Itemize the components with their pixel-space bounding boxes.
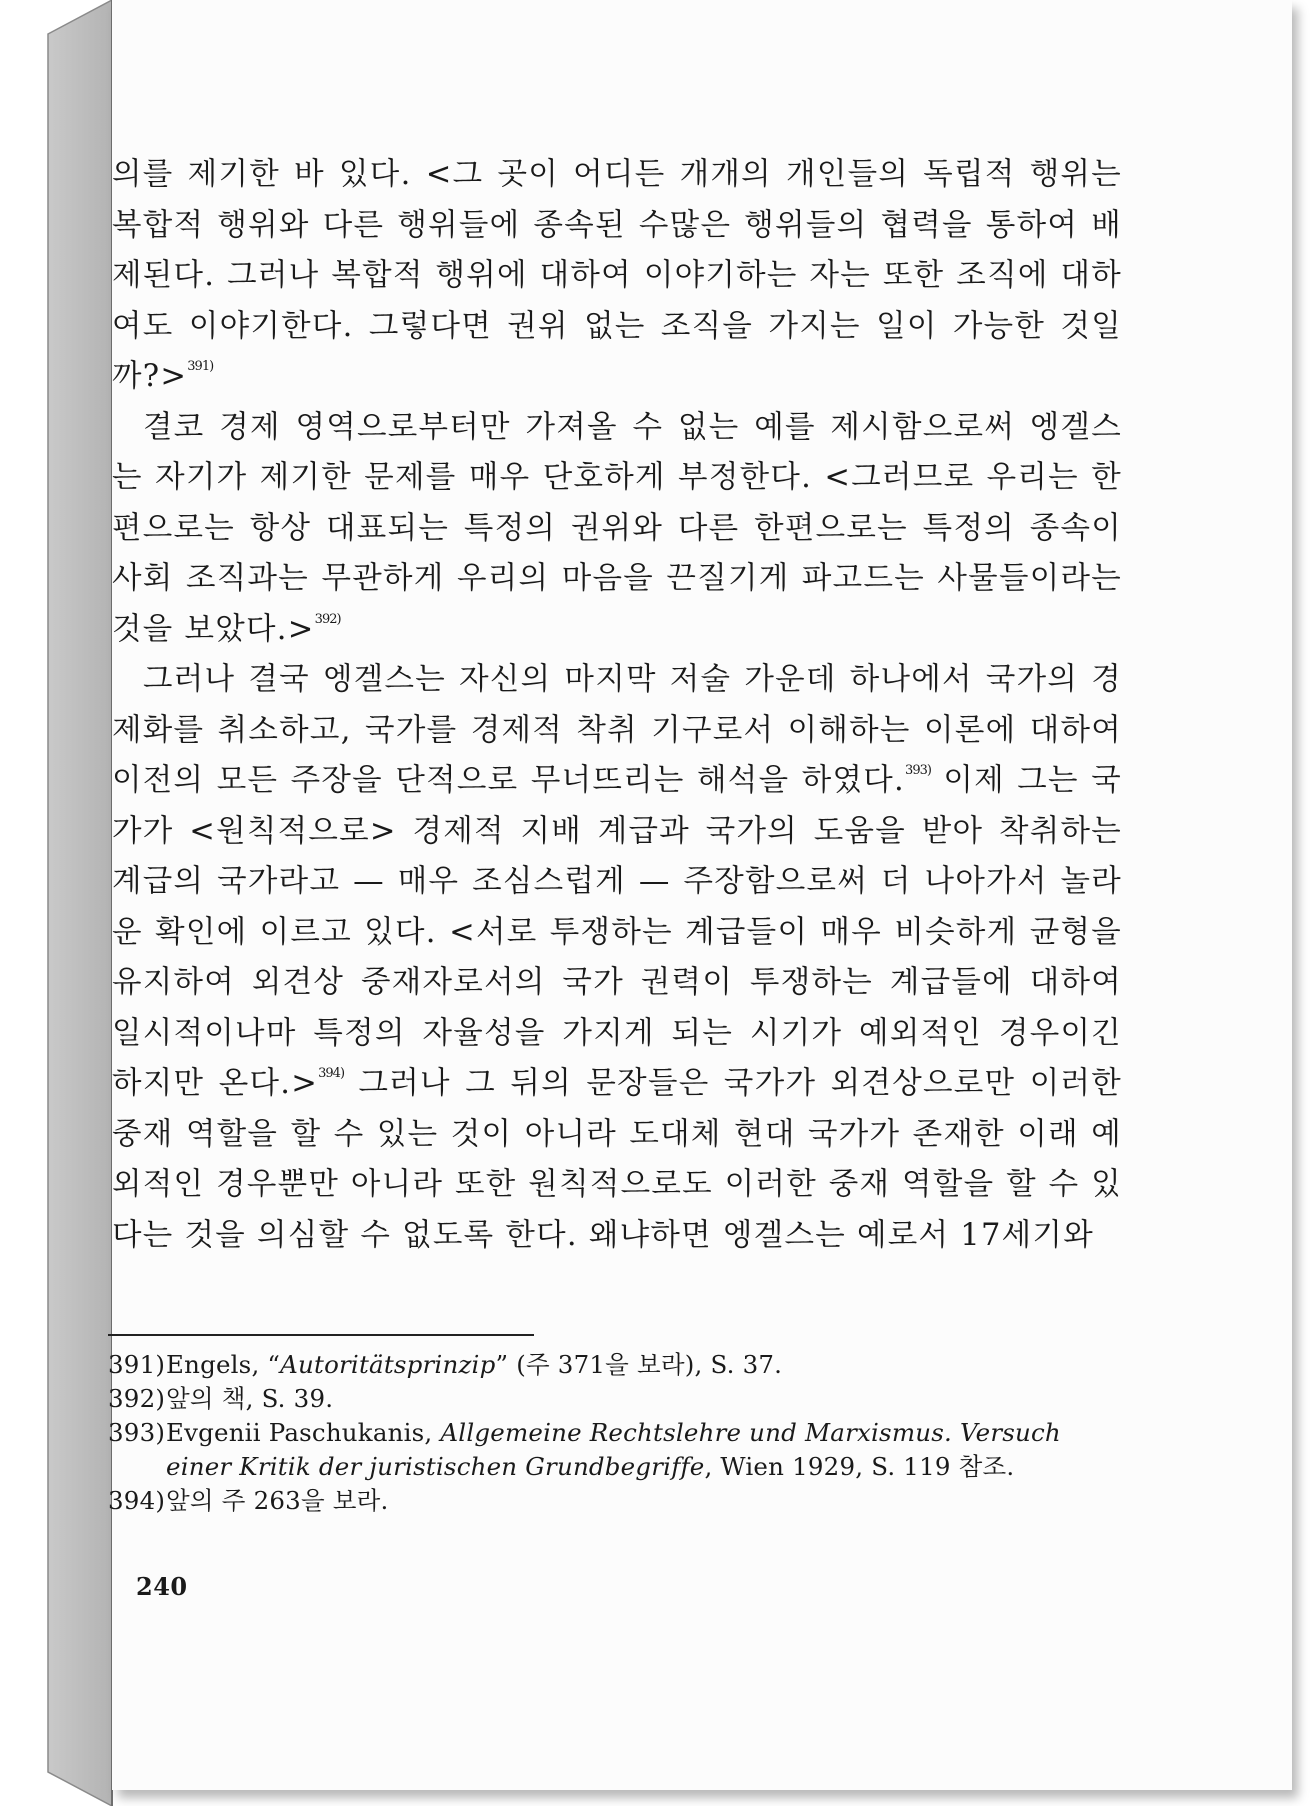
footnote-number: 394) [108, 1486, 166, 1515]
footnote-text [166, 1382, 1128, 1416]
footnote-text-italic: Autoritätsprinzip [280, 1350, 496, 1379]
paragraph-2 [112, 403, 1122, 656]
footnote-392 [108, 1382, 1128, 1416]
footnote-text [166, 1416, 1128, 1484]
paragraph-3-text-c: 그러나 그 뒤의 문장들은 국가가 외견상으로만 이러한 중재 역할을 할 수 있는 것이 아니라 도대체 현대 국가가 존재한 이래 예외적인 경우뿐만 아니라 또한 원칙적으로도 이러한 중재 역할을 할 수 있다는 것을 의심할 수 없도록 한다. 왜냐하면 엥겔스는 예로서 17세기와 [112, 1066, 1122, 1253]
paragraph-3-text-b: 이제 그는 국가가 <원칙적으로> 경제적 지배 계급과 국가의 도움을 받아 착취하는 계급의 국가라고 — 매우 조심스럽게 — 주장함으로써 더 나아가서 놀라운 확인에 이르고 있다. <서로 투쟁하는 계급들이 매우 비슷하게 균형을 유지하여 외견상 중재자로서의 국가 권력이 투쟁하는 계급들에 대하여 일시적이나마 특정의 자율성을 가지게 되는 시기가 예외적인 경우이긴 하지만 온다.> [112, 763, 1122, 1101]
paragraph-3-text-a: 그러나 결국 엥겔스는 자신의 마지막 저술 가운데 하나에서 국가의 경제화를 취소하고, 국가를 경제적 착취 기구로서 이해하는 이론에 대하여 이전의 모든 주장을 단적으로 무너뜨리는 해석을 하였다. [112, 662, 1122, 798]
footnote-divider [108, 1334, 534, 1336]
footnote-text-plain: , Wien 1929, S. 119 참조. [704, 1452, 1015, 1481]
footnote-text-plain: Engels, “ [166, 1350, 281, 1379]
footnote-number: 392) [108, 1384, 166, 1413]
footnote-text-plain: 앞의 주 263을 보라. [166, 1486, 389, 1515]
footnote-ref-392: 392) [314, 611, 341, 627]
footnote-ref-393: 393) [905, 763, 931, 778]
footnote-number: 391) [108, 1350, 166, 1379]
paragraph-3 [112, 655, 1122, 1261]
footnote-text-plain: Evgenii Paschukanis, [166, 1418, 441, 1447]
footnote-text-plain: ” (주 371을 보라), S. 37. [495, 1350, 783, 1379]
footnote-391 [108, 1348, 1128, 1382]
footnote-text [166, 1348, 1128, 1382]
footnote-393 [108, 1416, 1128, 1484]
paragraph-1 [112, 150, 1122, 403]
paragraph-1-text: 의를 제기한 바 있다. <그 곳이 어디든 개개의 개인들의 독립적 행위는 복합적 행위와 다른 행위들에 종속된 수많은 행위들의 협력을 통하여 배제된다. 그러나 복합적 행위에 대하여 이야기하는 자는 또한 조직에 대하여도 이야기한다. 그렇다면 권위 없는 조직을 가지는 일이 가능한 것일까?> [112, 157, 1122, 394]
footnote-ref-391: 391) [187, 359, 214, 374]
footnote-number: 393) [108, 1418, 166, 1447]
footnote-ref-394: 394) [318, 1066, 345, 1081]
paragraph-2-text: 결코 경제 영역으로부터만 가져올 수 없는 예를 제시함으로써 엥겔스는 자기가 제기한 문제를 매우 단호하게 부정한다. <그러므로 우리는 한편으로는 항상 대표되는 특정의 권위와 다른 한편으로는 특정의 종속이 사회 조직과는 무관하게 우리의 마음을 끈질기게 파고드는 사물들이라는 것을 보았다.> [112, 409, 1122, 647]
footnotes [108, 1348, 1128, 1518]
footnote-text-plain: 앞의 책, S. 39. [166, 1384, 334, 1413]
footnote-text [166, 1484, 1128, 1518]
footnote-394 [108, 1484, 1128, 1518]
body-text [112, 150, 1122, 1261]
footnote-text-italic: Allgemeine Rechtslehre und Marxismus. Versuch einer Kritik der juristischen Grundbegriffe [166, 1418, 1061, 1481]
page-number: 240 [136, 1572, 188, 1601]
